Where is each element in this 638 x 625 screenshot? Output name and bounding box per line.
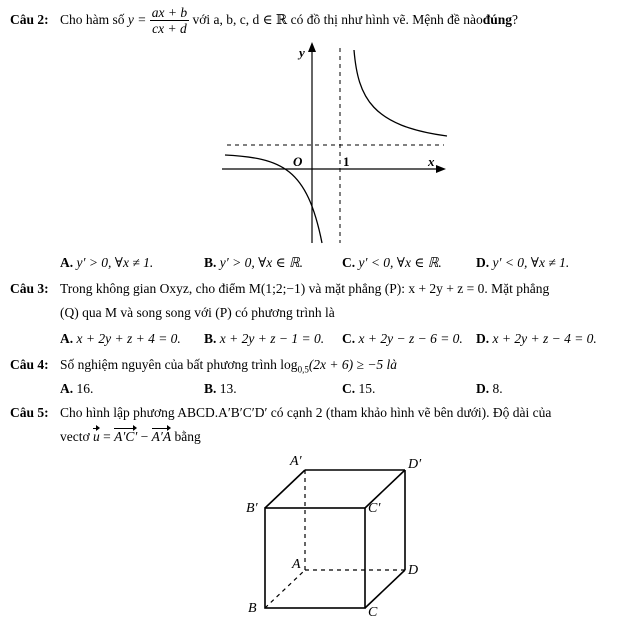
q4-option-c[interactable]: C. 15. xyxy=(342,381,376,396)
q5-cube xyxy=(240,450,440,622)
q4-option-a[interactable]: A. 16. xyxy=(60,381,94,396)
label-d: D xyxy=(408,563,419,578)
q4-text-post: (2x + 6) ≥ −5 là xyxy=(308,357,398,372)
q4-option-d[interactable]: D. 8. xyxy=(476,381,503,396)
q3-option-d[interactable]: D. x + 2y + z − 4 = 0. xyxy=(476,331,597,346)
q5-vec-u: u xyxy=(93,429,100,444)
q4-option-b[interactable]: B. 13. xyxy=(204,381,237,396)
q5-label: Câu 5: xyxy=(10,405,49,420)
label-c: C xyxy=(368,605,378,620)
q4-text-pre: Số nghiệm nguyên của bất phương trình log xyxy=(60,357,298,372)
q2-option-a[interactable]: A. y′ > 0, ∀x ≠ 1. xyxy=(60,255,154,270)
q5-line1: Cho hình lập phương ABCD.A′B′C′D′ có cạnh 2 (tham khảo hình vẽ bên dưới). Độ dài của xyxy=(60,405,552,420)
q2-fraction-num: ax + b xyxy=(151,5,188,21)
tick-label-1: 1 xyxy=(343,154,350,169)
q3-option-c[interactable]: C. x + 2y − z − 6 = 0. xyxy=(342,331,463,346)
q3-line2: (Q) qua M và song song với (P) có phương trình là xyxy=(60,305,335,320)
label-c1: C′ xyxy=(368,501,381,516)
label-b: B xyxy=(248,601,257,616)
label-a: A xyxy=(292,557,301,572)
q4-stem xyxy=(60,357,397,375)
q2-text-bold: đúng xyxy=(482,12,513,27)
edge-c-d xyxy=(365,570,405,608)
label-d1: D′ xyxy=(408,457,422,472)
q5-eq: = xyxy=(103,429,111,444)
q4-label: Câu 4: xyxy=(10,357,49,372)
q2-fraction-den: cx + d xyxy=(152,21,187,37)
q2-option-c[interactable]: C. y′ < 0, ∀x ∈ ℝ. xyxy=(342,255,442,270)
q2-graph xyxy=(222,38,452,248)
q2-text-mid: với a, b, c, d ∈ ℝ xyxy=(192,12,288,27)
q2-option-d[interactable]: D. y′ < 0, ∀x ≠ 1. xyxy=(476,255,570,270)
q5-line2 xyxy=(60,429,201,445)
cube-front-face xyxy=(265,508,365,608)
edge-b-a-hidden xyxy=(265,570,305,608)
q5-line2-post: bằng xyxy=(174,429,201,444)
label-b1: B′ xyxy=(246,501,258,516)
origin-label: O xyxy=(293,154,303,169)
q3-option-a[interactable]: A. x + 2y + z + 4 = 0. xyxy=(60,331,181,346)
q3-line1: Trong không gian Oxyz, cho điểm M(1;2;−1) và mặt phẳng (P): x + 2y + z = 0. Mặt phẳng xyxy=(60,281,550,296)
q3-option-b[interactable]: B. x + 2y + z − 1 = 0. xyxy=(204,331,325,346)
q5-minus: − xyxy=(140,429,149,444)
curve-left-branch xyxy=(225,155,322,243)
q2-label: Câu 2: xyxy=(10,12,49,27)
edge-b1-a1 xyxy=(265,470,305,508)
q2-option-b[interactable]: B. y′ > 0, ∀x ∈ ℝ. xyxy=(204,255,304,270)
q3-label: Câu 3: xyxy=(10,281,49,296)
q5-line2-pre: vectơ xyxy=(60,429,90,444)
q2-text-end: ? xyxy=(512,12,519,27)
q2-fn-y: y = xyxy=(127,12,147,27)
y-axis-arrow-icon xyxy=(308,42,316,52)
curve-right-branch xyxy=(354,50,447,136)
q2-stem xyxy=(60,5,518,36)
x-axis-arrow-icon xyxy=(436,165,446,173)
x-label: x xyxy=(428,154,435,169)
y-label: y xyxy=(299,45,305,60)
q2-text-pre: Cho hàm số xyxy=(60,12,125,27)
q4-log-base: 0,5 xyxy=(297,364,309,375)
label-a1: A′ xyxy=(290,454,302,469)
q5-vec-a: A′C′ xyxy=(114,429,138,444)
q5-vec-b: A′A xyxy=(151,429,172,444)
q2-fraction xyxy=(150,5,189,36)
q2-text-post: có đồ thị như hình vẽ. Mệnh đề nào xyxy=(290,12,483,27)
